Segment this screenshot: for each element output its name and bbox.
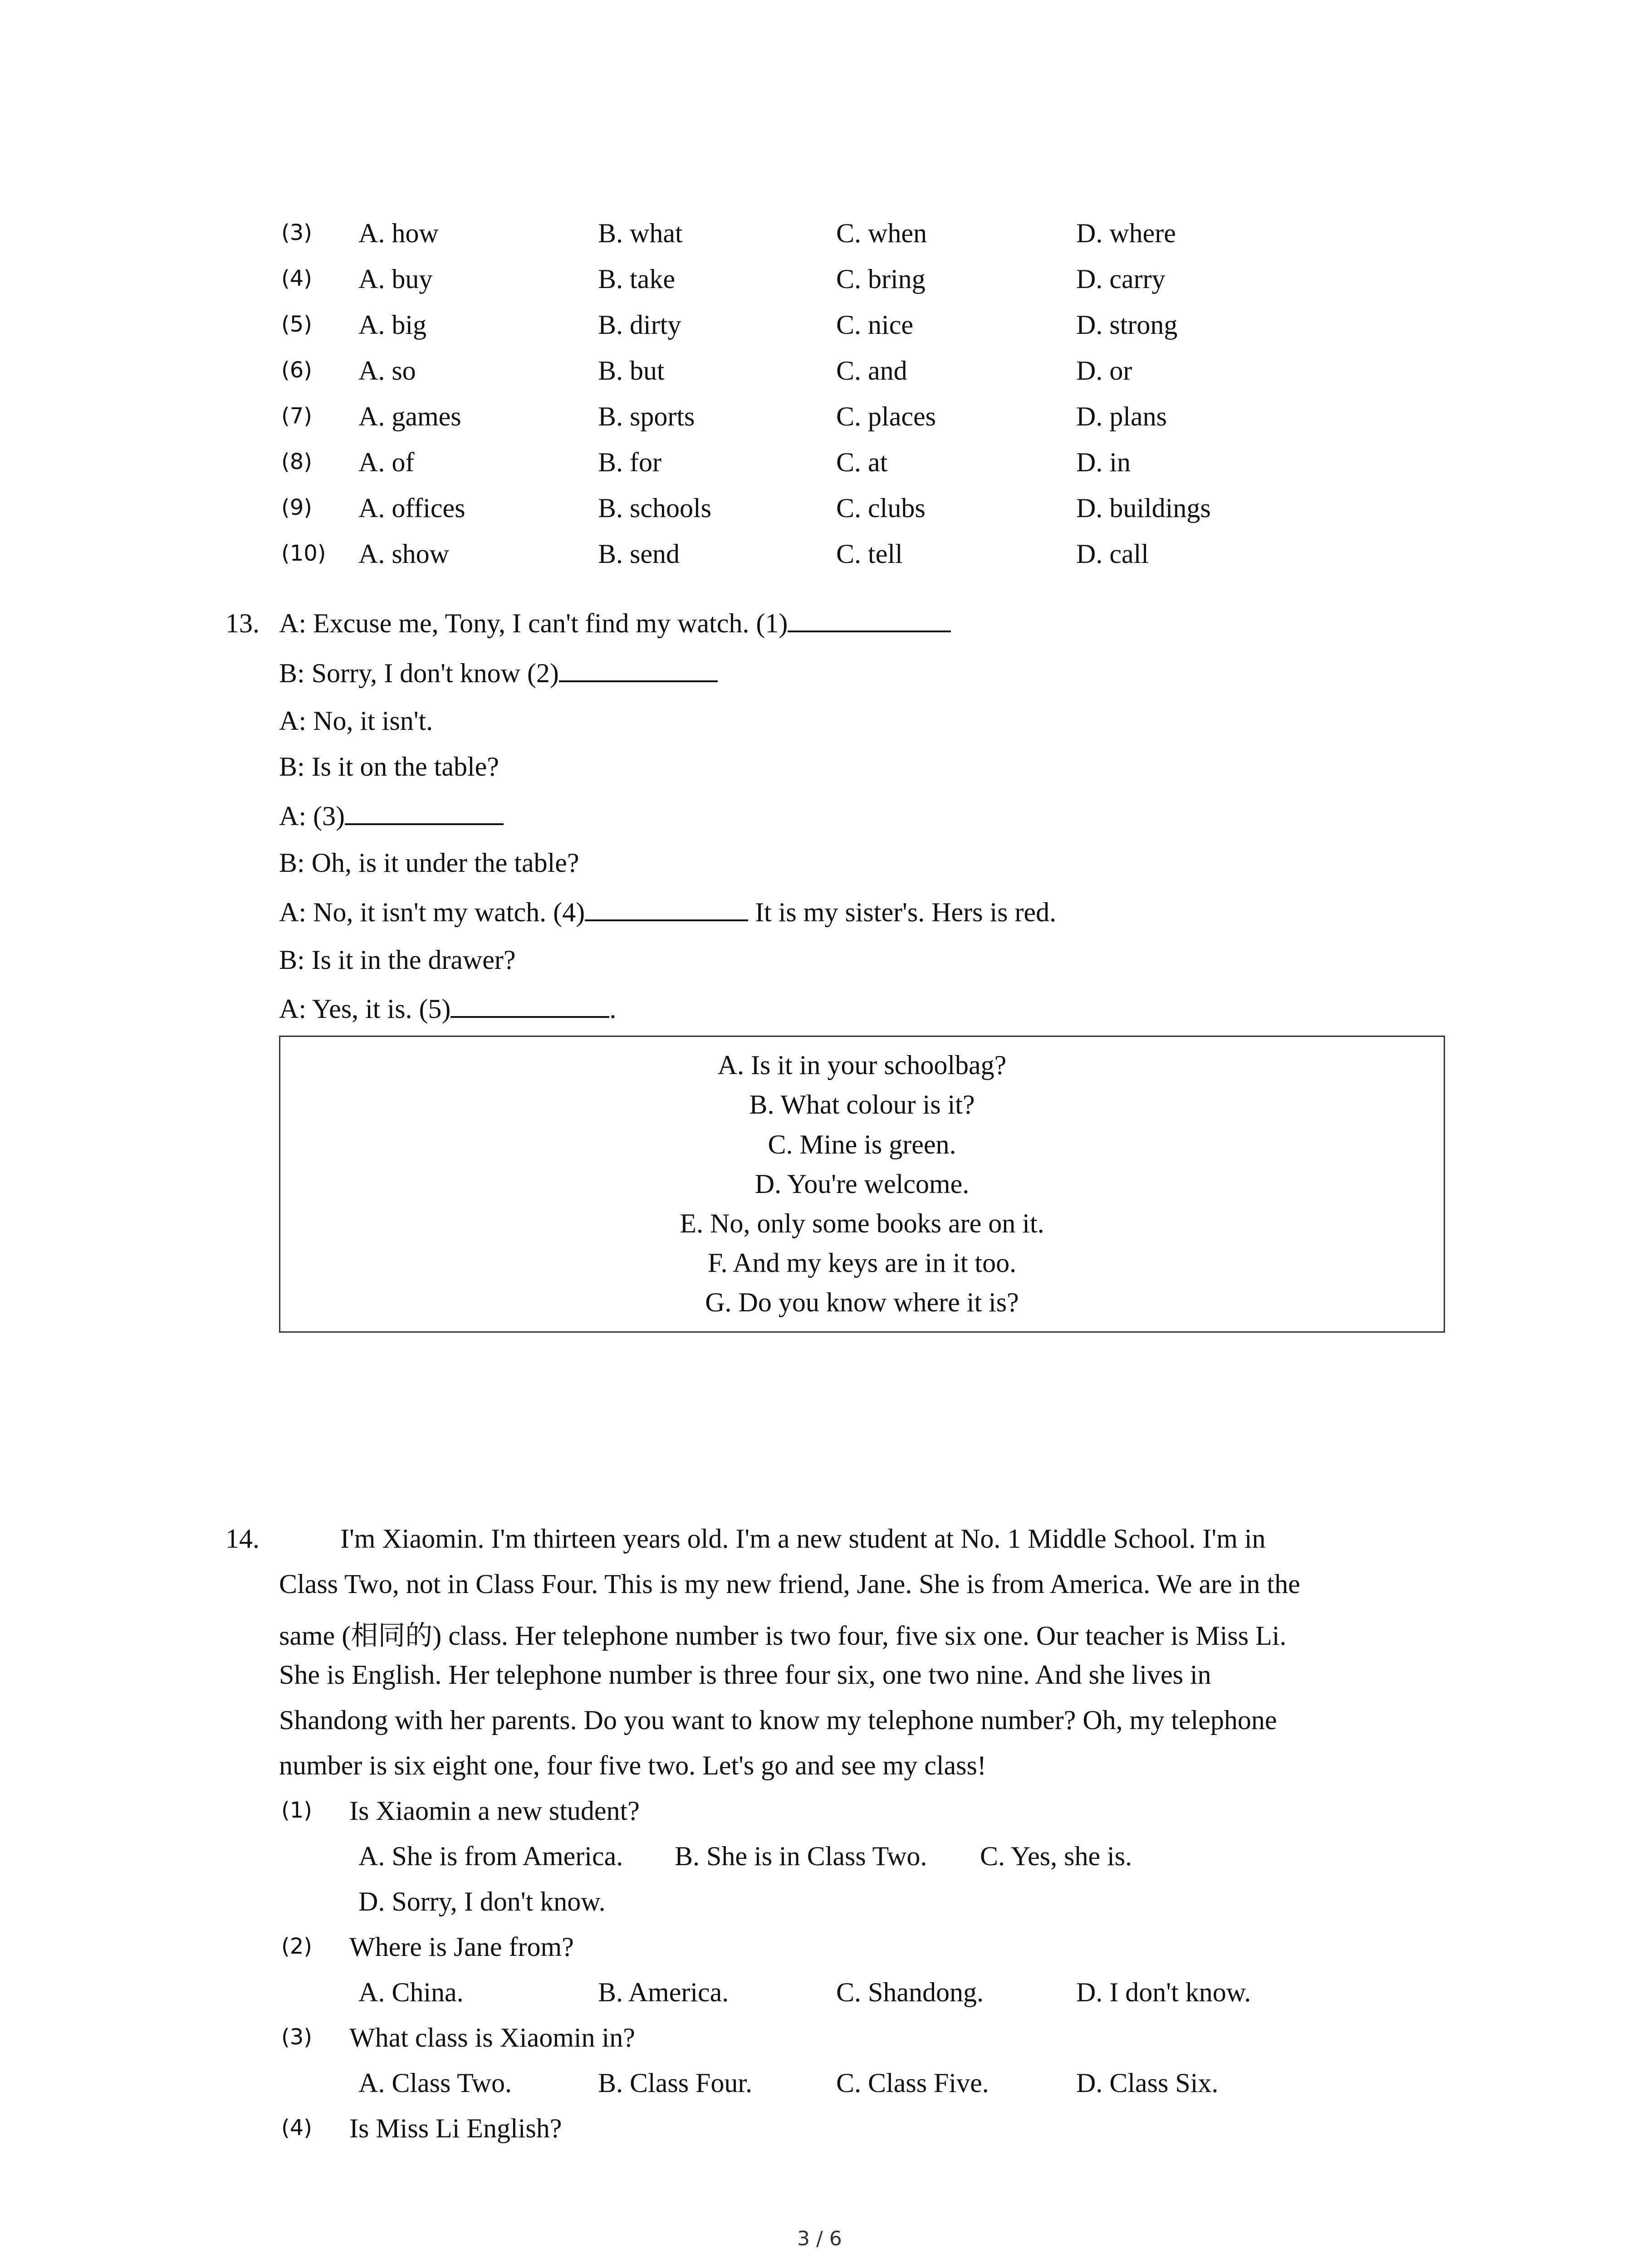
dialogue-line bbox=[279, 801, 504, 832]
dialogue-line bbox=[279, 658, 718, 689]
sub-question-text: Where is Jane from? bbox=[349, 1932, 574, 1962]
dialogue-line bbox=[279, 897, 1056, 928]
option-b: B. America. bbox=[598, 1977, 729, 2007]
option-c: C. when bbox=[836, 218, 927, 248]
option-b: B. sports bbox=[598, 401, 695, 431]
option-d: D. Class Six. bbox=[1076, 2068, 1219, 2098]
dialogue-text: A: No, it isn't my watch. (4) bbox=[279, 897, 585, 927]
option-d: D. where bbox=[1076, 218, 1176, 248]
row-number: (8) bbox=[281, 449, 312, 474]
dialogue-text: B: Sorry, I don't know (2) bbox=[279, 658, 559, 688]
option-a: A. so bbox=[358, 356, 416, 386]
row-number: (6) bbox=[281, 357, 312, 383]
option-b: B. for bbox=[598, 447, 661, 477]
options-box bbox=[279, 1036, 1445, 1333]
row-number: (7) bbox=[281, 403, 312, 429]
option-a: A. China. bbox=[358, 1977, 464, 2007]
option-line: D. You're welcome. bbox=[754, 1169, 970, 1199]
option-c: C. Class Five. bbox=[836, 2068, 989, 2098]
option-c: C. tell bbox=[836, 539, 903, 569]
option-b: B. send bbox=[598, 539, 680, 569]
dialogue-text: A: Yes, it is. (5) bbox=[279, 994, 451, 1024]
dialogue-text: . bbox=[609, 994, 617, 1024]
option-c: C. at bbox=[836, 447, 888, 477]
row-number: (5) bbox=[281, 312, 312, 337]
dialogue-text: A: Excuse me, Tony, I can't find my watch. (1) bbox=[279, 608, 788, 638]
sub-question-text: Is Miss Li English? bbox=[349, 2113, 562, 2143]
option-line: C. Mine is green. bbox=[768, 1129, 956, 1159]
sub-question-text: What class is Xiaomin in? bbox=[349, 2023, 635, 2053]
sub-question-number: (4) bbox=[281, 2115, 312, 2141]
option-b: B. what bbox=[598, 218, 683, 248]
dialogue-text: It is my sister's. Hers is red. bbox=[748, 897, 1057, 927]
answer-blank-1[interactable] bbox=[788, 609, 951, 632]
option-d: D. plans bbox=[1076, 401, 1167, 431]
option-c: C. Shandong. bbox=[836, 1977, 984, 2007]
page-number: 3 / 6 bbox=[797, 2227, 842, 2250]
row-number: (10) bbox=[281, 541, 326, 566]
passage-line: same (相同的) class. Her telephone number is two four, five six one. Our teacher is Miss Li. bbox=[279, 1621, 1287, 1651]
option-a: A. Class Two. bbox=[358, 2068, 512, 2098]
option-line: E. No, only some books are on it. bbox=[680, 1208, 1044, 1238]
dialogue-line: B: Is it in the drawer? bbox=[279, 945, 516, 975]
sub-question-number: (3) bbox=[281, 2024, 312, 2050]
option-line: F. And my keys are in it too. bbox=[707, 1248, 1017, 1278]
option-d: D. I don't know. bbox=[1076, 1977, 1251, 2007]
option-b: B. She is in Class Two. bbox=[675, 1841, 927, 1871]
dialogue-line: B: Is it on the table? bbox=[279, 752, 499, 782]
dialogue-line bbox=[279, 993, 616, 1025]
row-number: (4) bbox=[281, 266, 312, 291]
option-b: B. dirty bbox=[598, 310, 681, 340]
answer-blank-5[interactable] bbox=[451, 994, 609, 1018]
option-d: D. Sorry, I don't know. bbox=[358, 1887, 606, 1916]
option-a: A. how bbox=[358, 218, 439, 248]
option-c: C. places bbox=[836, 401, 936, 431]
option-c: C. clubs bbox=[836, 493, 926, 523]
row-number: (3) bbox=[281, 220, 312, 245]
option-b: B. but bbox=[598, 356, 665, 386]
option-a: A. buy bbox=[358, 264, 433, 294]
option-b: B. take bbox=[598, 264, 675, 294]
answer-blank-4[interactable] bbox=[585, 898, 748, 921]
passage-line: She is English. Her telephone number is three four six, one two nine. And she lives in bbox=[279, 1660, 1211, 1690]
sub-question-text: Is Xiaomin a new student? bbox=[349, 1796, 640, 1826]
passage-line: Class Two, not in Class Four. This is my new friend, Jane. She is from America. We are in the bbox=[279, 1569, 1300, 1599]
option-c: C. nice bbox=[836, 310, 913, 340]
passage-line: number is six eight one, four five two. Let's go and see my class! bbox=[279, 1750, 986, 1780]
sub-question-number: (1) bbox=[281, 1798, 312, 1823]
option-c: C. bring bbox=[836, 264, 926, 294]
option-d: D. carry bbox=[1076, 264, 1166, 294]
option-a: A. offices bbox=[358, 493, 465, 523]
option-c: C. Yes, she is. bbox=[980, 1841, 1132, 1871]
option-a: A. of bbox=[358, 447, 415, 477]
dialogue-line: A: No, it isn't. bbox=[279, 706, 433, 736]
option-a: A. show bbox=[358, 539, 450, 569]
passage-line: Shandong with her parents. Do you want to know my telephone number? Oh, my telephone bbox=[279, 1705, 1277, 1735]
passage-line: I'm Xiaomin. I'm thirteen years old. I'm a new student at No. 1 Middle School. I'm in bbox=[340, 1524, 1266, 1554]
row-number: (9) bbox=[281, 495, 312, 520]
option-a: A. big bbox=[358, 310, 426, 340]
option-c: C. and bbox=[836, 356, 907, 386]
option-d: D. strong bbox=[1076, 310, 1178, 340]
sub-question-number: (2) bbox=[281, 1934, 312, 1959]
option-line: G. Do you know where it is? bbox=[705, 1287, 1019, 1317]
question-number: 14. bbox=[225, 1524, 260, 1554]
option-line: B. What colour is it? bbox=[749, 1090, 975, 1119]
option-b: B. schools bbox=[598, 493, 712, 523]
dialogue-line bbox=[279, 608, 951, 639]
dialogue-line: B: Oh, is it under the table? bbox=[279, 848, 579, 878]
option-b: B. Class Four. bbox=[598, 2068, 753, 2098]
option-a: A. She is from America. bbox=[358, 1841, 623, 1871]
option-line: A. Is it in your schoolbag? bbox=[717, 1050, 1007, 1080]
option-d: D. call bbox=[1076, 539, 1149, 569]
dialogue-text: A: (3) bbox=[279, 801, 345, 831]
answer-blank-3[interactable] bbox=[345, 802, 504, 825]
option-d: D. buildings bbox=[1076, 493, 1211, 523]
option-d: D. or bbox=[1076, 356, 1132, 386]
option-d: D. in bbox=[1076, 447, 1131, 477]
option-a: A. games bbox=[358, 401, 461, 431]
answer-blank-2[interactable] bbox=[559, 659, 718, 682]
question-number: 13. bbox=[225, 608, 260, 638]
